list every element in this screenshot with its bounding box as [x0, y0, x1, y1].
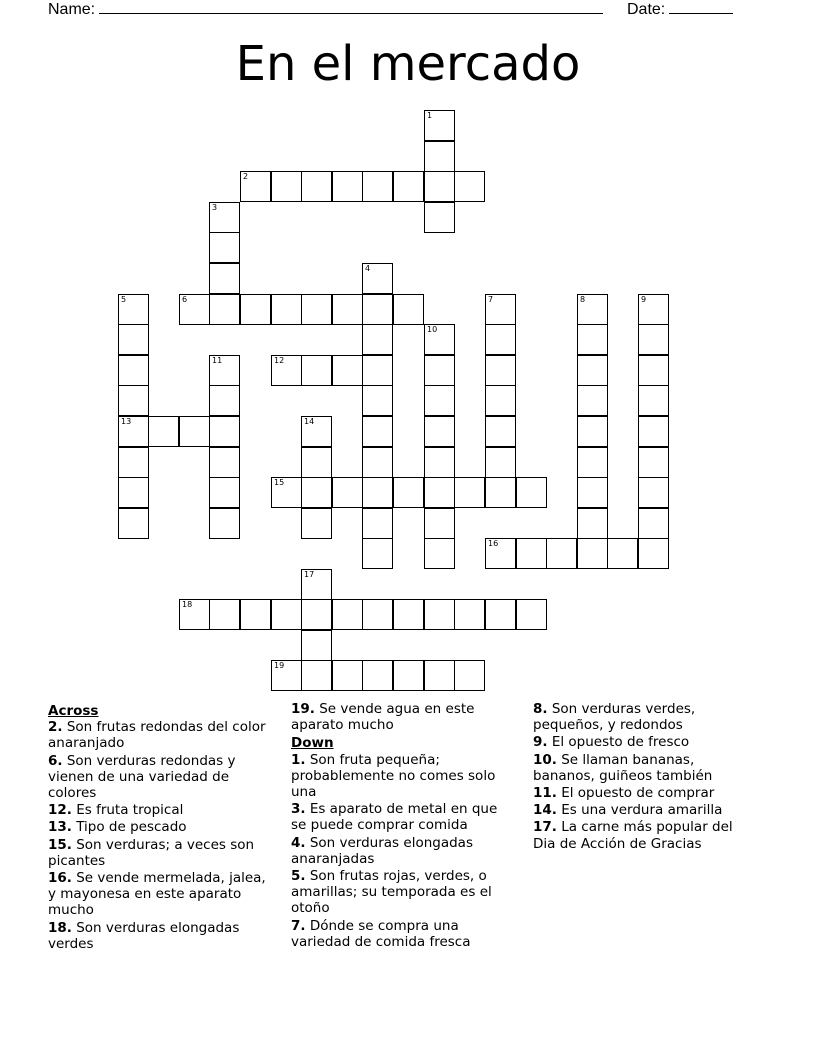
clue-number: 16	[488, 539, 499, 548]
crossword-cell[interactable]	[362, 294, 393, 325]
clue-down-17: 17. La carne más popular del Dia de Acción de Gracias	[533, 819, 733, 852]
crossword-cell[interactable]	[546, 538, 577, 569]
crossword-cell[interactable]	[362, 416, 393, 447]
across-heading: Across	[48, 703, 99, 719]
crossword-cell[interactable]	[516, 599, 547, 630]
crossword-cell[interactable]	[332, 355, 363, 386]
crossword-cell[interactable]	[485, 538, 516, 569]
crossword-cell[interactable]	[424, 538, 455, 569]
crossword-cell[interactable]	[485, 447, 516, 478]
crossword-cell[interactable]	[424, 447, 455, 478]
crossword-cell[interactable]	[577, 294, 608, 325]
clue-number: 9	[641, 295, 647, 304]
crossword-cell[interactable]	[485, 324, 516, 355]
crossword-cell[interactable]	[424, 508, 455, 539]
crossword-cell[interactable]	[332, 171, 363, 202]
crossword-cell[interactable]	[362, 385, 393, 416]
crossword-cell[interactable]	[118, 416, 149, 447]
crossword-cell[interactable]	[454, 477, 485, 508]
crossword-cell[interactable]	[271, 599, 302, 630]
crossword-cell[interactable]	[209, 263, 240, 294]
crossword-cell[interactable]	[454, 660, 485, 691]
crossword-cell[interactable]	[271, 477, 302, 508]
crossword-cell[interactable]	[271, 294, 302, 325]
crossword-cell[interactable]	[638, 355, 669, 386]
crossword-cell[interactable]	[362, 447, 393, 478]
clue-number: 1	[427, 111, 433, 120]
crossword-cell[interactable]	[301, 599, 332, 630]
crossword-cell[interactable]	[179, 599, 210, 630]
crossword-cell[interactable]	[638, 508, 669, 539]
clue-number: 19	[274, 661, 285, 670]
crossword-cell[interactable]	[577, 416, 608, 447]
crossword-cell[interactable]	[485, 294, 516, 325]
crossword-cell[interactable]	[209, 508, 240, 539]
crossword-cell[interactable]	[516, 538, 547, 569]
crossword-cell[interactable]	[332, 294, 363, 325]
crossword-cell[interactable]	[424, 110, 455, 141]
crossword-cell[interactable]	[301, 416, 332, 447]
clue-number: 7	[488, 295, 494, 304]
crossword-cell[interactable]	[271, 660, 302, 691]
crossword-cell[interactable]	[577, 355, 608, 386]
page-title: En el mercado	[235, 36, 581, 92]
clue-across-6: 6. Son verduras redondas y vienen de una variedad de colores	[48, 752, 236, 802]
clue-number: 13	[121, 417, 132, 426]
name-label: Name:	[48, 1, 96, 18]
crossword-cell[interactable]	[362, 171, 393, 202]
crossword-cell[interactable]	[393, 599, 424, 630]
crossword-cell[interactable]	[301, 660, 332, 691]
crossword-cell[interactable]	[638, 324, 669, 355]
crossword-cell[interactable]	[485, 477, 516, 508]
clue-down-14: 14. Es una verdura amarilla	[533, 802, 723, 819]
crossword-cell[interactable]	[301, 355, 332, 386]
crossword-cell[interactable]	[577, 538, 608, 569]
clue-number: 15	[274, 478, 285, 487]
crossword-cell[interactable]	[332, 477, 363, 508]
clue-number: 3	[212, 203, 218, 212]
crossword-cell[interactable]	[332, 660, 363, 691]
crossword-cell[interactable]	[362, 355, 393, 386]
crossword-cell[interactable]	[362, 599, 393, 630]
clue-down-10: 10. Se llaman bananas, bananos, guiñeos también	[533, 751, 713, 784]
date-label: Date:	[627, 1, 666, 18]
crossword-cell[interactable]	[362, 263, 393, 294]
clue-across-16: 16. Se vende mermelada, jalea, y mayonesa en este aparato mucho	[48, 870, 266, 919]
crossword-cell[interactable]	[118, 294, 149, 325]
clue-down-11: 11. El opuesto de comprar	[533, 785, 715, 802]
crossword-cell[interactable]	[209, 202, 240, 233]
clue-down-8: 8. Son verduras verdes, pequeños, y redondos	[533, 701, 696, 734]
crossword-cell[interactable]	[638, 477, 669, 508]
crossword-cell[interactable]	[271, 171, 302, 202]
crossword-cell[interactable]	[209, 355, 240, 386]
crossword-cell[interactable]	[118, 447, 149, 478]
clue-number: 17	[304, 570, 315, 579]
crossword-cell[interactable]	[424, 477, 455, 508]
crossword-cell[interactable]	[424, 660, 455, 691]
crossword-cell[interactable]	[209, 294, 240, 325]
crossword-cell[interactable]	[393, 660, 424, 691]
clue-number: 10	[427, 325, 438, 334]
clue-down-7: 7. Dónde se compra una variedad de comida fresca	[291, 917, 471, 950]
crossword-cell[interactable]	[148, 416, 179, 447]
crossword-cell[interactable]	[301, 569, 332, 600]
crossword-cell[interactable]	[118, 355, 149, 386]
crossword-cell[interactable]	[607, 538, 638, 569]
crossword-cell[interactable]	[362, 538, 393, 569]
crossword-cell[interactable]	[301, 477, 332, 508]
crossword-cell[interactable]	[424, 324, 455, 355]
crossword-cell[interactable]	[301, 508, 332, 539]
crossword-cell[interactable]	[209, 477, 240, 508]
crossword-cell[interactable]	[454, 599, 485, 630]
crossword-cell[interactable]	[424, 385, 455, 416]
clues-column-2	[291, 701, 516, 951]
clue-down-4: 4. Son verduras elongadas anaranjadas	[291, 834, 473, 867]
crossword-cell[interactable]	[362, 477, 393, 508]
crossword-cell[interactable]	[179, 416, 210, 447]
clue-down-3: 3. Es aparato de metal en que se puede comprar comida	[291, 801, 498, 834]
crossword-cell[interactable]	[240, 294, 271, 325]
crossword-cell[interactable]	[638, 416, 669, 447]
clue-across-15: 15. Son verduras; a veces son picantes	[48, 836, 255, 869]
crossword-cell[interactable]	[301, 630, 332, 661]
crossword-cell[interactable]	[209, 599, 240, 630]
clues-column-3	[533, 701, 758, 853]
clue-across-2: 2. Son frutas redondas del color anaranjado	[48, 719, 266, 752]
crossword-cell[interactable]	[209, 385, 240, 416]
crossword-cell[interactable]	[485, 599, 516, 630]
crossword-cell[interactable]	[454, 171, 485, 202]
crossword-cell[interactable]	[638, 538, 669, 569]
clue-down-5: 5. Son frutas rojas, verdes, o amarillas; su temporada es el otoño	[291, 868, 492, 917]
crossword-cell[interactable]	[362, 660, 393, 691]
crossword-cell[interactable]	[638, 294, 669, 325]
clue-down-1: 1. Son fruta pequeña; probablemente no comes solo una	[291, 751, 496, 801]
crossword-cell[interactable]	[301, 171, 332, 202]
crossword-cell[interactable]	[393, 171, 424, 202]
clue-across-18: 18. Son verduras elongadas verdes	[48, 919, 240, 952]
crossword-cell[interactable]	[424, 416, 455, 447]
crossword-cell[interactable]	[209, 232, 240, 263]
crossword-cell[interactable]	[577, 477, 608, 508]
clue-across-13: 13. Tipo de pescado	[48, 819, 187, 836]
clues-column-1	[48, 701, 270, 953]
clue-number: 6	[182, 295, 188, 304]
crossword-cell[interactable]	[577, 324, 608, 355]
crossword-cell[interactable]	[118, 324, 149, 355]
crossword-cell[interactable]	[301, 294, 332, 325]
clue-number: 2	[243, 172, 249, 181]
clue-down-9: 9. El opuesto de fresco	[533, 734, 690, 751]
crossword-cell[interactable]	[118, 508, 149, 539]
crossword-cell[interactable]	[485, 416, 516, 447]
clue-across-12: 12. Es fruta tropical	[48, 802, 184, 819]
crossword-cell[interactable]	[118, 385, 149, 416]
crossword-cell[interactable]	[516, 477, 547, 508]
crossword-cell[interactable]	[424, 141, 455, 172]
clue-number: 11	[212, 356, 223, 365]
crossword-cell[interactable]	[485, 355, 516, 386]
crossword-cell[interactable]	[393, 294, 424, 325]
crossword-cell[interactable]	[362, 324, 393, 355]
crossword-cell[interactable]	[577, 508, 608, 539]
crossword-cell[interactable]	[209, 416, 240, 447]
crossword-cell[interactable]	[332, 599, 363, 630]
clue-number: 5	[121, 295, 127, 304]
crossword-cell[interactable]	[271, 355, 302, 386]
crossword-cell[interactable]	[577, 447, 608, 478]
clue-number: 12	[274, 356, 285, 365]
clue-number: 4	[365, 264, 371, 273]
crossword-cell[interactable]	[638, 447, 669, 478]
clue-number: 14	[304, 417, 315, 426]
clue-number: 18	[182, 600, 193, 609]
crossword-cell[interactable]	[424, 355, 455, 386]
clue-across-19: 19. Se vende agua en este aparato mucho	[291, 701, 475, 734]
crossword-cell[interactable]	[179, 294, 210, 325]
crossword-cell[interactable]	[393, 477, 424, 508]
crossword-cell[interactable]	[424, 599, 455, 630]
crossword-cell[interactable]	[209, 447, 240, 478]
crossword-cell[interactable]	[301, 447, 332, 478]
crossword-cell[interactable]	[424, 171, 455, 202]
crossword-cell[interactable]	[424, 202, 455, 233]
crossword-cell[interactable]	[240, 599, 271, 630]
clue-number: 8	[580, 295, 586, 304]
crossword-cell[interactable]	[118, 477, 149, 508]
crossword-cell[interactable]	[638, 385, 669, 416]
crossword-cell[interactable]	[577, 385, 608, 416]
down-heading: Down	[291, 735, 334, 752]
crossword-cell[interactable]	[362, 508, 393, 539]
crossword-cell[interactable]	[240, 171, 271, 202]
crossword-cell[interactable]	[485, 385, 516, 416]
